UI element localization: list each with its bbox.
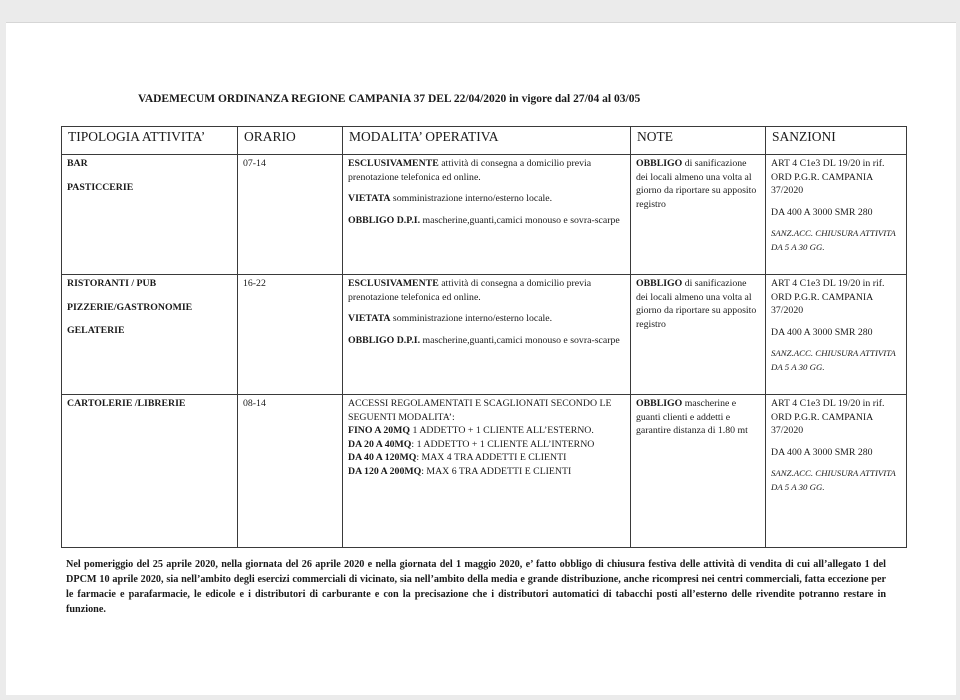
category-label: PASTICCERIE <box>67 181 134 193</box>
tipologia-cell <box>62 395 238 548</box>
table-row <box>62 275 907 395</box>
rules-table <box>61 126 907 548</box>
sanz-closure: SANZ.ACC. CHIUSURA ATTIVITA DA 5 A 30 GG. <box>771 468 896 492</box>
mod-keyword: OBBLIGO D.P.I. <box>348 214 421 226</box>
orario-cell: 08-14 <box>238 395 343 548</box>
sanz-closure: SANZ.ACC. CHIUSURA ATTIVITA DA 5 A 30 GG. <box>771 348 896 372</box>
mod-text: : MAX 4 TRA ADDETTI E CLIENTI <box>416 452 567 464</box>
mod-keyword: DA 120 A 200MQ <box>348 465 422 477</box>
note-cell <box>631 395 766 548</box>
mod-text: attività di consegna a domicilio previa prenotazione telefonica ed online. <box>348 158 592 183</box>
sanz-closure: SANZ.ACC. CHIUSURA ATTIVITA DA 5 A 30 GG. <box>771 228 896 252</box>
document-title: VADEMECUM ORDINANZA REGIONE CAMPANIA 37 DEL 22/04/2020 in vigore dal 27/04 al 03/05 <box>138 93 641 105</box>
tipologia-cell <box>62 275 238 395</box>
note-cell <box>631 155 766 275</box>
mod-keyword: ESCLUSIVAMENTE <box>348 158 439 169</box>
category-label: BAR <box>67 158 88 169</box>
mod-keyword: OBBLIGO D.P.I. <box>348 334 421 346</box>
note-cell <box>631 275 766 395</box>
mod-text: : 1 ADDETTO + 1 CLIENTE ALL’INTERNO <box>411 438 595 450</box>
note-text: di sanificazione dei locali almeno una volta al giorno da riportare su apposito registro <box>636 278 757 330</box>
mod-keyword: ESCLUSIVAMENTE <box>348 278 439 289</box>
category-label: RISTORANTI / PUB <box>67 278 157 289</box>
note-keyword: OBBLIGO <box>636 278 683 289</box>
sanzioni-cell <box>766 155 907 275</box>
table-row <box>62 155 907 275</box>
orario-cell: 16-22 <box>238 275 343 395</box>
tipologia-cell <box>62 155 238 275</box>
mod-text: : MAX 6 TRA ADDETTI E CLIENTI <box>421 465 572 477</box>
orario-cell: 07-14 <box>238 155 343 275</box>
category-label: GELATERIE <box>67 325 125 337</box>
sanz-ref: ART 4 C1e3 DL 19/20 in rif. ORD P.G.R. CAMPANIA 37/2020 <box>771 158 885 197</box>
note-keyword: OBBLIGO <box>636 398 683 409</box>
mod-intro: ACCESSI REGOLAMENTATI E SCAGLIONATI SECONDO LE SEGUENTI MODALITA’: <box>348 398 612 423</box>
mod-text: somministrazione interno/esterno locale. <box>390 193 553 205</box>
sanzioni-cell <box>766 275 907 395</box>
mod-text: mascherine,guanti,camici monouso e sovra-scarpe <box>420 334 620 346</box>
table-row <box>62 395 907 548</box>
mod-text: mascherine,guanti,camici monouso e sovra-scarpe <box>420 214 620 226</box>
footer-note: Nel pomeriggio del 25 aprile 2020, nella giornata del 26 aprile 2020 e nella giornata del 1 maggio 2020, e’ fatto obbligo di chiusura festiva delle attività di vendita di cui all’allegato 1 del DPCM 10 aprile 2020, sia nell’ambito degli esercizi commerciali di vicinato, sia nell’ambito della media e grande distribuzione, anche ricompresi nei centri commerciali, fatta eccezione per le farmacie e parafarmacie, le edicole e i distributori di carburante e con la precisazione che i distributori automatici di tabacchi posti all’esterno delle rivendite potranno restare in funzione. <box>66 559 886 615</box>
modalita-cell <box>343 155 631 275</box>
mod-keyword: VIETATA <box>348 313 391 325</box>
modalita-cell <box>343 275 631 395</box>
note-keyword: OBBLIGO <box>636 158 683 169</box>
mod-keyword: DA 20 A 40MQ <box>348 438 412 450</box>
mod-text: attività di consegna a domicilio previa prenotazione telefonica ed online. <box>348 278 592 303</box>
mod-text: somministrazione interno/esterno locale. <box>390 313 553 325</box>
header-modalita: MODALITA’ OPERATIVA <box>343 127 631 155</box>
header-orario: ORARIO <box>238 127 343 155</box>
header-note: NOTE <box>631 127 766 155</box>
sanz-amount: DA 400 A 3000 SMR 280 <box>771 446 873 458</box>
mod-keyword: VIETATA <box>348 193 391 205</box>
mod-keyword: DA 40 A 120MQ <box>348 452 417 464</box>
table-header-row <box>62 127 907 155</box>
modalita-cell <box>343 395 631 548</box>
note-text: di sanificazione dei locali almeno una volta al giorno da riportare su apposito registro <box>636 158 757 210</box>
sanz-ref: ART 4 C1e3 DL 19/20 in rif. ORD P.G.R. CAMPANIA 37/2020 <box>771 278 885 317</box>
mod-keyword: FINO A 20MQ <box>348 425 411 437</box>
header-sanzioni: SANZIONI <box>766 127 907 155</box>
category-label: PIZZERIE/GASTRONOMIE <box>67 301 193 313</box>
sanz-amount: DA 400 A 3000 SMR 280 <box>771 206 873 218</box>
sanzioni-cell <box>766 395 907 548</box>
header-tipologia: TIPOLOGIA ATTIVITA’ <box>62 127 238 155</box>
sanz-ref: ART 4 C1e3 DL 19/20 in rif. ORD P.G.R. CAMPANIA 37/2020 <box>771 398 885 437</box>
category-label: CARTOLERIE /LIBRERIE <box>67 398 186 409</box>
sanz-amount: DA 400 A 3000 SMR 280 <box>771 326 873 338</box>
mod-text: 1 ADDETTO + 1 CLIENTE ALL’ESTERNO. <box>410 425 594 437</box>
note-text: mascherine e guanti clienti e addetti e garantire distanza di 1.80 mt <box>636 398 748 437</box>
